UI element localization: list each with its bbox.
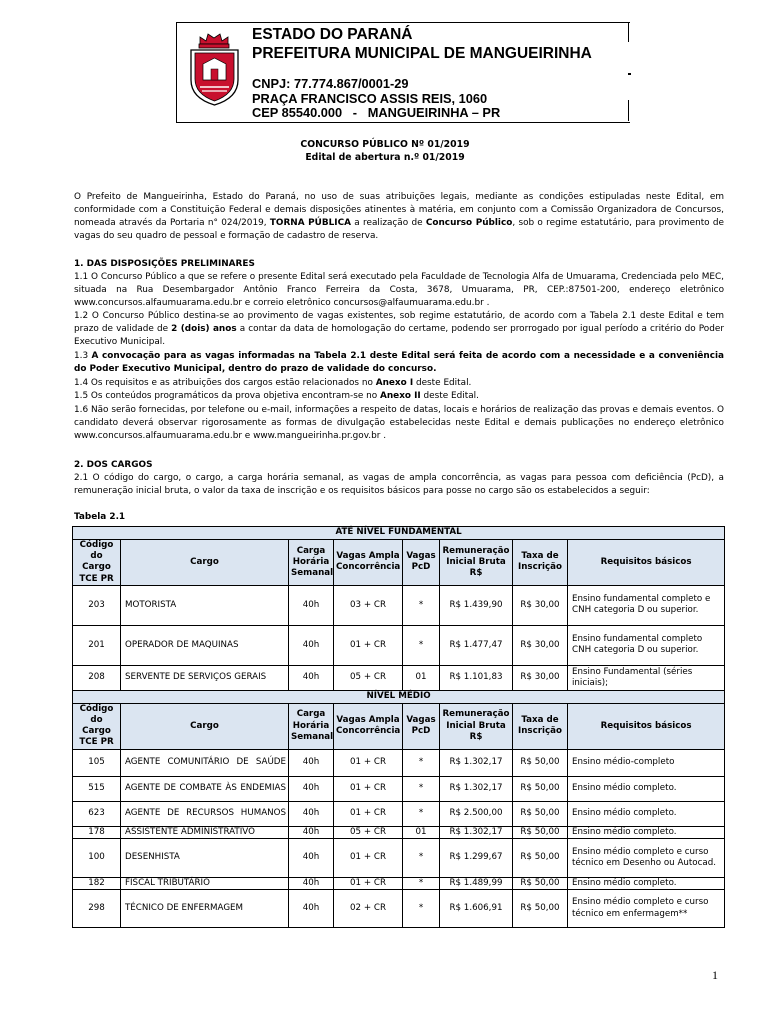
cell-rem: R$ 1.606,91	[440, 890, 513, 928]
cell-taxa: R$ 50,00	[513, 838, 568, 877]
cell-cargo: MOTORISTA	[121, 585, 289, 625]
letterhead-border-tick	[628, 73, 631, 75]
paragraph-1-5: 1.5 Os conteúdos programáticos da prova objetiva encontram-se no Anexo II deste Edital.	[74, 391, 479, 401]
paragraph-1-6: 1.6 Não serão fornecidas, por telefone ou e-mail, informações a respeito de datas, locais e horários de realização das provas e demais eventos. O candidato deverá observar rigorosamente as formas de divulgação estabelecidas neste Edital e demais publicações no endereço eletrônico www.concursos.alfaumuarama.edu.br e www.mangueirinha.pr.gov.br .	[74, 405, 724, 441]
cell-code: 203	[73, 585, 121, 625]
cell-ampla: 05 + CR	[334, 665, 403, 690]
letterhead-cep: CEP 85540.000 - MANGUEIRINHA – PR	[252, 105, 501, 120]
cell-rem: R$ 1.477,47	[440, 625, 513, 665]
letterhead-border-tick	[628, 100, 629, 121]
table-row	[73, 749, 725, 776]
cell-carga: 40h	[289, 776, 334, 801]
cell-ampla: 01 + CR	[334, 625, 403, 665]
positions-table	[72, 526, 725, 928]
cell-rem: R$ 1.302,17	[440, 749, 513, 776]
cell-rem: R$ 1.299,67	[440, 838, 513, 877]
cell-taxa: R$ 30,00	[513, 585, 568, 625]
cell-ampla: 03 + CR	[334, 585, 403, 625]
cell-pcd: 01	[403, 826, 440, 838]
paragraph-1-3: 1.3 A convocação para as vagas informadas na Tabela 2.1 deste Edital será feita de acordo com a necessidade e a conveniência do Poder Executivo Municipal, dentro do prazo de validade do concurso.	[74, 351, 725, 374]
cell-taxa: R$ 50,00	[513, 877, 568, 889]
cell-carga: 40h	[289, 749, 334, 776]
column-header: Cargo	[121, 540, 289, 586]
cell-req: Ensino médio completo.	[568, 801, 725, 826]
column-header: Carga Horária Semanal	[289, 540, 334, 586]
cell-req: Ensino médio completo.	[568, 826, 725, 838]
cell-taxa: R$ 50,00	[513, 749, 568, 776]
cell-req: Ensino fundamental completo CNH categoria D ou superior.	[568, 625, 725, 665]
cell-carga: 40h	[289, 890, 334, 928]
table-row	[73, 776, 725, 801]
letterhead-prefecture: PREFEITURA MUNICIPAL DE MANGUEIRINHA	[252, 45, 592, 62]
cell-code: 201	[73, 625, 121, 665]
table-row	[73, 890, 725, 928]
cell-ampla: 01 + CR	[334, 801, 403, 826]
cell-code: 623	[73, 801, 121, 826]
cell-pcd: *	[403, 838, 440, 877]
column-header: Vagas PcD	[403, 540, 440, 586]
letterhead-address: PRAÇA FRANCISCO ASSIS REIS, 1060	[252, 91, 488, 106]
letterhead-state: ESTADO DO PARANÁ	[252, 26, 413, 43]
page-number: 1	[712, 968, 718, 982]
cell-ampla: 01 + CR	[334, 776, 403, 801]
table-row	[73, 665, 725, 690]
cell-carga: 40h	[289, 665, 334, 690]
cell-ampla: 05 + CR	[334, 826, 403, 838]
paragraph-1-1: 1.1 O Concurso Público a que se refere o presente Edital será executado pela Faculdade de Tecnologia Alfa de Umuarama, Credenciada pelo MEC, situada na Rua Desembargador Antônio Franco Ferreira da Costa, 3678, Umuarama, PR, CEP.:87501-200, endereço eletrônico www.concursos.alfaumuarama.edu.br e correio eletrônico concursos@alfaumuarama.edu.br .	[74, 272, 724, 308]
column-header: Vagas PcD	[403, 703, 440, 749]
intro-paragraph: O Prefeito de Mangueirinha, Estado do Paraná, no uso de suas atribuições legais, mediante as condições estipuladas neste Edital, em conformidade com a Constituição Federal e demais disposições atinentes à matéria, em conjunto com a Comissão Organizadora de Concursos, nomeada através da Portaria n° 024/2019, TORNA PÚBLICA a realização de Concurso Público, sob o regime estatutário, para provimento de vagas do seu quadro de pessoal e formação de cadastro de reserva.	[74, 192, 725, 241]
cell-cargo: OPERADOR DE MAQUINAS	[121, 625, 289, 665]
cell-code: 182	[73, 877, 121, 889]
column-header: Carga Horária Semanal	[289, 703, 334, 749]
table-row	[73, 801, 725, 826]
cell-req: Ensino médio completo.	[568, 776, 725, 801]
cell-cargo: ASSISTENTE ADMINISTRATIVO	[121, 826, 289, 838]
column-header: Código do Cargo TCE PR	[73, 703, 121, 749]
cell-rem: R$ 1.489,99	[440, 877, 513, 889]
cell-carga: 40h	[289, 801, 334, 826]
cell-ampla: 02 + CR	[334, 890, 403, 928]
cell-cargo: DESENHISTA	[121, 838, 289, 877]
table-row	[73, 585, 725, 625]
section-1-heading: 1. DAS DISPOSIÇÕES PRELIMINARES	[74, 259, 255, 269]
cell-ampla: 01 + CR	[334, 877, 403, 889]
cell-cargo: SERVENTE DE SERVIÇOS GERAIS	[121, 665, 289, 690]
paragraph-1-4: 1.4 Os requisitos e as atribuições dos cargos estão relacionados no Anexo I deste Edital.	[74, 378, 472, 388]
cell-carga: 40h	[289, 585, 334, 625]
cell-pcd: *	[403, 877, 440, 889]
cell-rem: R$ 1.101,83	[440, 665, 513, 690]
column-header: Remuneração Inicial Bruta R$	[440, 703, 513, 749]
cell-carga: 40h	[289, 826, 334, 838]
municipal-crest-icon	[186, 32, 243, 107]
paragraph-2-1: 2.1 O código do cargo, o cargo, a carga horária semanal, as vagas de ampla concorrência, as vagas para pessoa com deficiência (PcD), a remuneração inicial bruta, o valor da taxa de inscrição e os requisitos básicos para posse no cargo são os estabelecidos a seguir:	[74, 473, 724, 496]
cell-pcd: 01	[403, 665, 440, 690]
table-row	[73, 877, 725, 889]
cell-rem: R$ 1.302,17	[440, 776, 513, 801]
table-row	[73, 838, 725, 877]
cell-req: Ensino médio completo e curso técnico em enfermagem**	[568, 890, 725, 928]
cell-pcd: *	[403, 585, 440, 625]
section-2-heading: 2. DOS CARGOS	[74, 460, 153, 470]
column-header: Requisitos básicos	[568, 703, 725, 749]
table-row	[73, 625, 725, 665]
cell-cargo: TÉCNICO DE ENFERMAGEM	[121, 890, 289, 928]
letterhead-border-tick	[628, 22, 629, 42]
cell-req: Ensino fundamental completo e CNH categoria D ou superior.	[568, 585, 725, 625]
cell-rem: R$ 1.302,17	[440, 826, 513, 838]
column-header: Vagas Ampla Concorrência	[334, 703, 403, 749]
cell-code: 105	[73, 749, 121, 776]
column-header: Requisitos básicos	[568, 540, 725, 586]
table-caption: Tabela 2.1	[74, 512, 126, 522]
cell-cargo: AGENTE COMUNITÁRIO DE SAÚDE	[121, 749, 289, 776]
cell-code: 515	[73, 776, 121, 801]
column-header: Cargo	[121, 703, 289, 749]
cell-taxa: R$ 50,00	[513, 776, 568, 801]
cell-ampla: 01 + CR	[334, 749, 403, 776]
paragraph-1-2: 1.2 O Concurso Público destina-se ao provimento de vagas existentes, sob regime estatutário, de acordo com a Tabela 2.1 deste Edital e tem prazo de validade de 2 (dois) anos a contar da data de homologação do certame, podendo ser prorrogado por igual período a critério do Poder Executivo Municipal.	[74, 311, 724, 347]
column-header: Taxa de Inscrição	[513, 703, 568, 749]
cell-taxa: R$ 30,00	[513, 625, 568, 665]
cell-code: 208	[73, 665, 121, 690]
cell-taxa: R$ 50,00	[513, 826, 568, 838]
cell-taxa: R$ 50,00	[513, 890, 568, 928]
cell-req: Ensino Fundamental (séries iniciais);	[568, 665, 725, 690]
cell-req: Ensino médio-completo	[568, 749, 725, 776]
cell-req: Ensino médio completo e curso técnico em Desenho ou Autocad.	[568, 838, 725, 877]
cell-code: 298	[73, 890, 121, 928]
cell-cargo: FISCAL TRIBUTÁRIO	[121, 877, 289, 889]
cell-pcd: *	[403, 749, 440, 776]
cell-pcd: *	[403, 890, 440, 928]
column-header: Vagas Ampla Concorrência	[334, 540, 403, 586]
cell-pcd: *	[403, 625, 440, 665]
cell-pcd: *	[403, 776, 440, 801]
cell-pcd: *	[403, 801, 440, 826]
document-subtitle: Edital de abertura n.º 01/2019	[305, 152, 465, 163]
cell-taxa: R$ 50,00	[513, 801, 568, 826]
table-group-heading: NÍVEL MÉDIO	[73, 690, 725, 703]
cell-req: Ensino médio completo.	[568, 877, 725, 889]
table-group-heading: ATÉ NÍVEL FUNDAMENTAL	[73, 527, 725, 540]
cell-ampla: 01 + CR	[334, 838, 403, 877]
cell-code: 178	[73, 826, 121, 838]
cell-taxa: R$ 30,00	[513, 665, 568, 690]
column-header: Taxa de Inscrição	[513, 540, 568, 586]
cell-carga: 40h	[289, 625, 334, 665]
cell-cargo: AGENTE DE COMBATE ÀS ENDEMIAS	[121, 776, 289, 801]
cell-rem: R$ 2.500,00	[440, 801, 513, 826]
column-header: Remuneração Inicial Bruta R$	[440, 540, 513, 586]
cell-code: 100	[73, 838, 121, 877]
cell-rem: R$ 1.439,90	[440, 585, 513, 625]
cell-carga: 40h	[289, 838, 334, 877]
letterhead-cnpj: CNPJ: 77.774.867/0001-29	[252, 76, 409, 91]
cell-carga: 40h	[289, 877, 334, 889]
document-title: CONCURSO PÚBLICO Nº 01/2019	[300, 139, 470, 150]
cell-cargo: AGENTE DE RECURSOS HUMANOS	[121, 801, 289, 826]
column-header: Código do Cargo TCE PR	[73, 540, 121, 586]
table-row	[73, 826, 725, 838]
